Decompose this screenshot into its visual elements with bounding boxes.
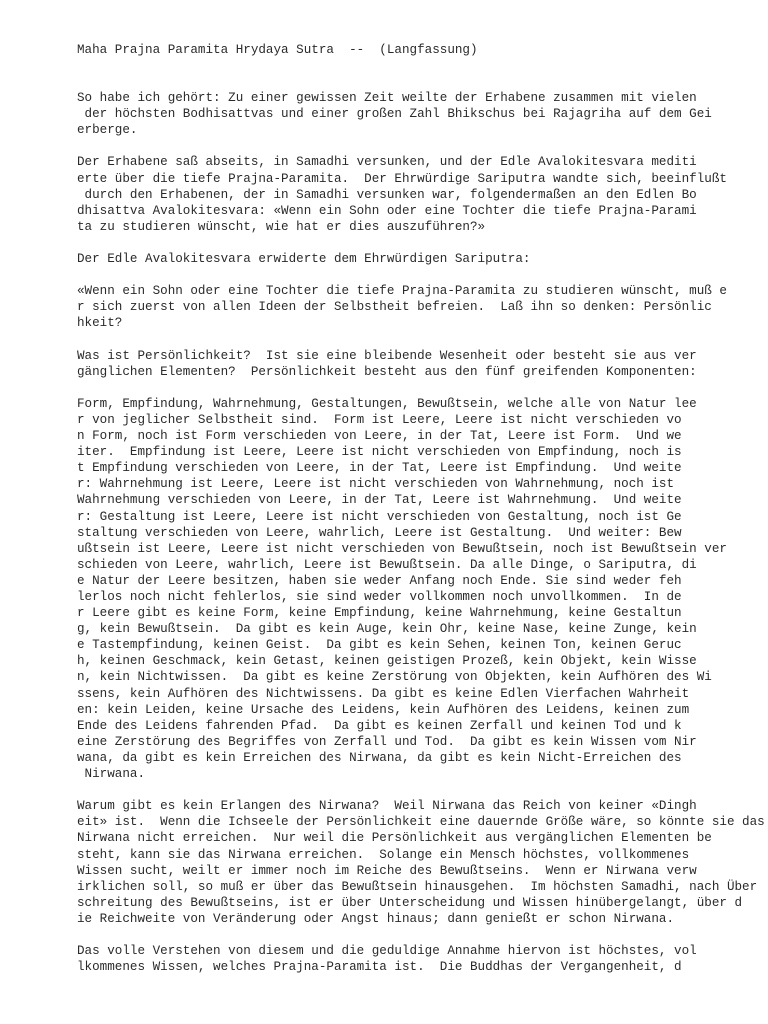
text-line: g, kein Bewußtsein. Da gibt es kein Auge, kein Ohr, keine Nase, keine Zunge, kein [77, 622, 697, 637]
text-line: n, kein Nichtwissen. Da gibt es keine Zerstörung von Objekten, kein Aufhören des Wi [77, 670, 712, 685]
text-line: eine Zerstörung des Begriffes von Zerfall und Tod. Da gibt es kein Wissen vom Nir [77, 734, 697, 749]
paragraph [77, 154, 762, 234]
text-line: r: Wahrnehmung ist Leere, Leere ist nicht verschieden von Wahrnehmung, noch ist [77, 477, 675, 492]
text-line: durch den Erhabenen, der in Samadhi versunken war, folgendermaßen an den Edlen Bo [77, 187, 697, 202]
text-line: staltung verschieden von Leere, wahrlich, Leere ist Gestaltung. Und weiter: Bew [77, 525, 682, 540]
text-line: Der Erhabene saß abseits, in Samadhi versunken, und der Edle Avalokitesvara mediti [77, 155, 697, 170]
document-title: Maha Prajna Paramita Hrydaya Sutra -- (Langfassung) [77, 43, 478, 57]
paragraph [77, 798, 765, 927]
text-line: r von jeglicher Selbstheit sind. Form ist Leere, Leere ist nicht verschieden vo [77, 412, 682, 427]
text-line: schieden von Leere, wahrlich, Leere ist Bewußtsein. Da alle Dinge, o Sariputra, di [77, 557, 697, 572]
text-line: r sich zuerst von allen Ideen der Selbstheit befreien. Laß ihn so denken: Persönlic [77, 300, 712, 315]
text-line: en: kein Leiden, keine Ursache des Leidens, kein Aufhören des Leidens, keinen zum [77, 702, 690, 717]
text-line: e Natur der Leere besitzen, haben sie weder Anfang noch Ende. Sie sind weder feh [77, 573, 682, 588]
text-line: irklichen soll, so muß er über das Bewußtsein hinausgehen. Im höchsten Samadhi, nach Über [77, 879, 758, 894]
text-line: iter. Empfindung ist Leere, Leere ist nicht verschieden von Empfindung, noch is [77, 445, 682, 460]
text-line: gänglichen Elementen? Persönlichkeit besteht aus den fünf greifenden Komponenten: [77, 364, 697, 379]
text-line: erberge. [77, 123, 138, 138]
text-line: So habe ich gehört: Zu einer gewissen Zeit weilte der Erhabene zusammen mit vielen [77, 91, 697, 106]
text-line: Nirwana. [77, 767, 146, 782]
text-line: r: Gestaltung ist Leere, Leere ist nicht verschieden von Gestaltung, noch ist Ge [77, 509, 682, 524]
text-line: e Tastempfindung, keinen Geist. Da gibt es kein Sehen, keinen Ton, keinen Geruc [77, 638, 682, 653]
document-page [77, 42, 765, 991]
text-line: ssens, kein Aufhören des Nichtwissens. Da gibt es keine Edlen Vierfachen Wahrheit [77, 686, 690, 701]
text-line: Form, Empfindung, Wahrnehmung, Gestaltungen, Bewußtsein, welche alle von Natur lee [77, 396, 697, 411]
text-line: Der Edle Avalokitesvara erwiderte dem Ehrwürdigen Sariputra: [77, 252, 531, 267]
paragraph [77, 943, 762, 975]
text-line: steht, kann sie das Nirwana erreichen. Solange ein Mensch höchstes, vollkommenes [77, 847, 690, 862]
text-line: lerlos noch nicht fehlerlos, sie sind weder vollkommen noch unvollkommen. In de [77, 590, 682, 604]
text-line: t Empfindung verschieden von Leere, in der Tat, Leere ist Empfindung. Und weite [77, 461, 682, 476]
paragraph [77, 348, 762, 380]
document-body [77, 90, 765, 975]
text-line: ta zu studieren wünscht, wie hat er dies auszuführen?» [77, 219, 486, 234]
text-line: ußtsein ist Leere, Leere ist nicht verschieden von Bewußtsein, noch ist Bewußtsein ver [77, 541, 727, 556]
text-line: eit» ist. Wenn die Ichseele der Persönlichkeit eine dauernde Größe wäre, so könnte sie das [77, 815, 765, 830]
text-line: schreitung des Bewußtseins, ist er über Unterscheidung und Wissen hinübergelangt, über d [77, 895, 743, 910]
text-line: Wahrnehmung verschieden von Leere, in der Tat, Leere ist Wahrnehmung. Und weite [77, 493, 682, 508]
text-line: «Wenn ein Sohn oder eine Tochter die tiefe Prajna-Paramita zu studieren wünscht, muß e [77, 284, 727, 299]
text-line: lkommenes Wissen, welches Prajna-Paramita ist. Die Buddhas der Vergangenheit, d [77, 960, 682, 975]
text-line: Nirwana nicht erreichen. Nur weil die Persönlichkeit aus vergänglichen Elementen be [77, 831, 712, 846]
text-line: Ende des Leidens fahrenden Pfad. Da gibt es keinen Zerfall und keinen Tod und k [77, 718, 682, 733]
text-line: Warum gibt es kein Erlangen des Nirwana? Weil Nirwana das Reich von keiner «Dingh [77, 799, 697, 814]
text-line: Was ist Persönlichkeit? Ist sie eine bleibende Wesenheit oder besteht sie aus ver [77, 348, 697, 363]
text-line: h, keinen Geschmack, kein Getast, keinen geistigen Prozeß, kein Objekt, kein Wisse [77, 654, 697, 669]
paragraph [77, 283, 762, 331]
text-line: Das volle Verstehen von diesem und die geduldige Annahme hiervon ist höchstes, vol [77, 944, 697, 959]
text-line: erte über die tiefe Prajna-Paramita. Der Ehrwürdige Sariputra wandte sich, beeinflußt [77, 171, 727, 186]
text-line: ie Reichweite von Veränderung oder Angst hinaus; dann genießt er schon Nirwana. [77, 911, 675, 926]
paragraph [77, 396, 762, 782]
paragraph [77, 251, 762, 267]
paragraph [77, 90, 762, 138]
text-line: wana, da gibt es kein Erreichen des Nirwana, da gibt es kein Nicht-Erreichen des [77, 750, 682, 765]
text-line: n Form, noch ist Form verschieden von Leere, in der Tat, Leere ist Form. Und we [77, 429, 682, 444]
text-line: hkeit? [77, 316, 123, 331]
text-line: r Leere gibt es keine Form, keine Empfindung, keine Wahrnehmung, keine Gestaltun [77, 606, 682, 621]
text-line: dhisattva Avalokitesvara: «Wenn ein Sohn oder eine Tochter die tiefe Prajna-Parami [77, 203, 697, 218]
text-line: der höchsten Bodhisattvas und einer großen Zahl Bhikschus bei Rajagriha auf dem Gei [77, 107, 712, 122]
text-line: Wissen sucht, weilt er immer noch im Reiche des Bewußtseins. Wenn er Nirwana verw [77, 863, 697, 878]
